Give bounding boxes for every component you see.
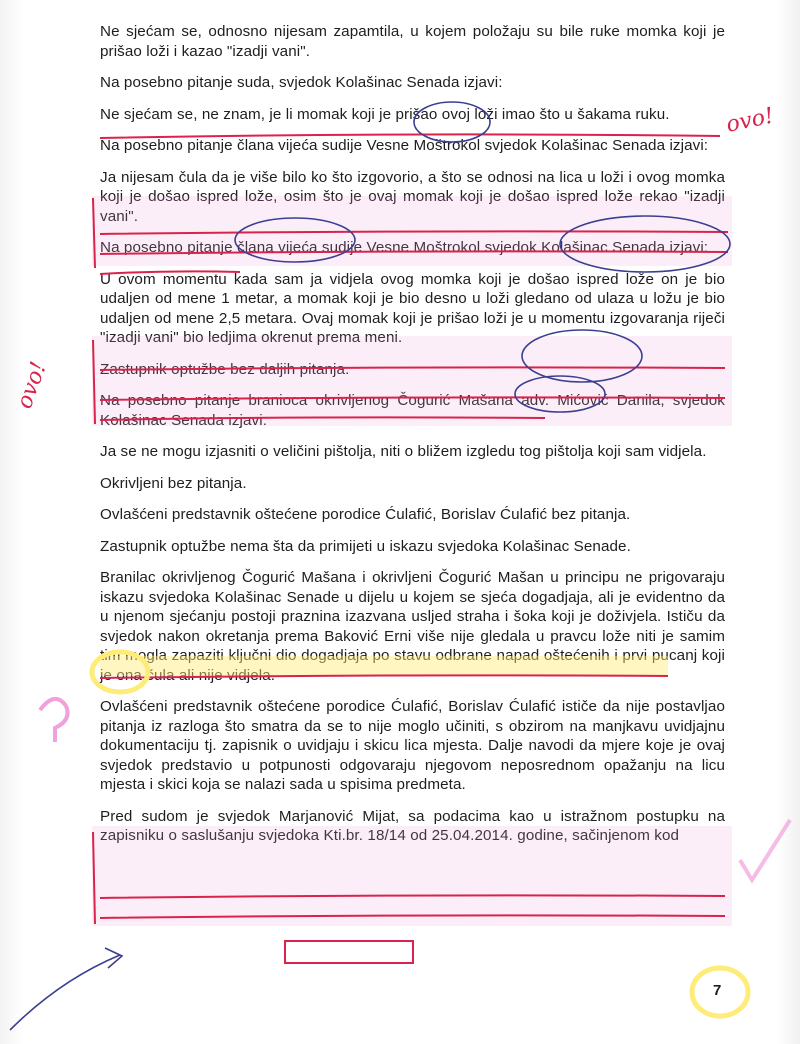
- paragraph-4: Na posebno pitanje člana vijeća sudije Vesne Moštrokol svjedok Kolašinac Senada izjavi:: [100, 137, 709, 154]
- margin-note-top: ovo!: [724, 103, 776, 138]
- paragraph-8: Zastupnik optužbe bez daljih pitanja.: [100, 360, 350, 378]
- paragraph-2: Na posebno pitanje suda, svjedok Kolašinac Senada izjavi:: [100, 74, 503, 91]
- red-box-name: [285, 941, 413, 963]
- paragraph-12: Ovlašćeni predstavnik oštećene porodice Ćulafić, Borislav Ćulafić bez pitanja.: [100, 506, 631, 523]
- paragraph-6: Na posebno pitanje člana vijeća sudije Vesne Moštrokol svjedok Kolašinac Senada izjavi:: [100, 239, 709, 256]
- paragraph-3: Ne sjećam se, ne znam, je li momak koji je prišao ovoj loži imao što u šakama ruku.: [100, 105, 670, 123]
- paragraph-1: Ne sjećam se, odnosno nijesam zapamtila, u kojem položaju su bile ruke momka koji je prišao loži i kazao "izadji vani".: [100, 23, 725, 60]
- paragraph-9: Na posebno pitanje branioca okrivljenog Čogurić Mašana adv. Mićović Danila, svjedok Kolašinac Senada izjavi:: [100, 392, 725, 429]
- paragraph-11: Okrivljeni bez pitanja.: [100, 474, 247, 492]
- paragraph-16: Pred sudom je svjedok Marjanović Mijat, sa podacima kao u istražnom postupku na zapisniku o saslušanju svjedoka Kti.br. 18/14 od 25.04.2014. godine, sačinjenom kod: [100, 807, 725, 844]
- red-underline-p15a: [100, 895, 725, 898]
- paragraph-15: Ovlašćeni predstavnik oštećene porodice Ćulafić, Borislav Ćulafić ističe da nije postavljao pitanja iz razloga što smatra da se to nije moglo učiniti, s obzirom na manjkavu uvidjajnu dokumentaciju tj. zapisnik o uvidjaju i skicu lica mjesta. Dalje navodi da mjere koje je ovaj svjedok predstavio u potpunosti odgovaraju njegovom neposrednom opažanju na licu mjesta i skici koja se nalazi sada u spisima predmeta.: [100, 698, 725, 793]
- paragraph-13: Zastupnik optužbe nema šta da primijeti u iskazu svjedoka Kolašinac Senade.: [100, 537, 631, 555]
- paragraph-7: U ovom momentu kada sam ja vidjela ovog momka koji je došao ispred lože on je bio udaljen od mene 1 metar, a momak koji je bio desno u loži gledano od ulaza u ložu je bio udaljen od mene 2,5 metara. Ovaj momak koji je prišao loži je u momentu izgovaranja riječi "izadji vani" bio ledjima okrenut prema meni.: [100, 270, 725, 346]
- paragraph-14: Branilac okrivljenog Čogurić Mašana i okrivljeni Čogurić Mašan u principu ne prigovaraju iskazu svjedoka Kolašinac Senade u dijelu u kojem se sjeća dogadjaja, ali je evidentno da u njenom sjećanju postoji praznina izazvana usljed straha i šoka koji je doživjela. Ističu da svjedok nakon okretanja prema Baković Erni više nije gledala u pravcu lože niti je samim tim mogla zapaziti ključni dio dogadjaja po stavu odbrane napad oštećenih i prvi pucanj koji je ona čula ali nije vidjela.: [100, 569, 725, 684]
- page-number: 7: [713, 982, 722, 999]
- margin-note-left: ovo!: [12, 358, 52, 413]
- pink-check-right: [740, 820, 790, 880]
- red-underline-p15b: [100, 915, 725, 918]
- red-vertical-bracket-p7: [93, 340, 95, 424]
- paragraph-10: Ja se ne mogu izjasniti o veličini pištolja, niti o bližem izgledu tog pištolja koji sam vidjela.: [100, 443, 707, 460]
- blue-arrow-bottom: [10, 948, 122, 1030]
- pink-question-mark: [40, 699, 68, 742]
- document-body: [100, 22, 725, 858]
- paragraph-5: Ja nijesam čula da je više bilo ko što izgovorio, a što se odnosi na lica u loži i ovog momka koji je došao ispred lože, osim što je ovaj momak koji je došao ispred lože rekao "izadji vani".: [100, 168, 725, 225]
- red-vertical-bracket-p5: [93, 198, 95, 268]
- red-vertical-bracket-p15: [93, 832, 95, 924]
